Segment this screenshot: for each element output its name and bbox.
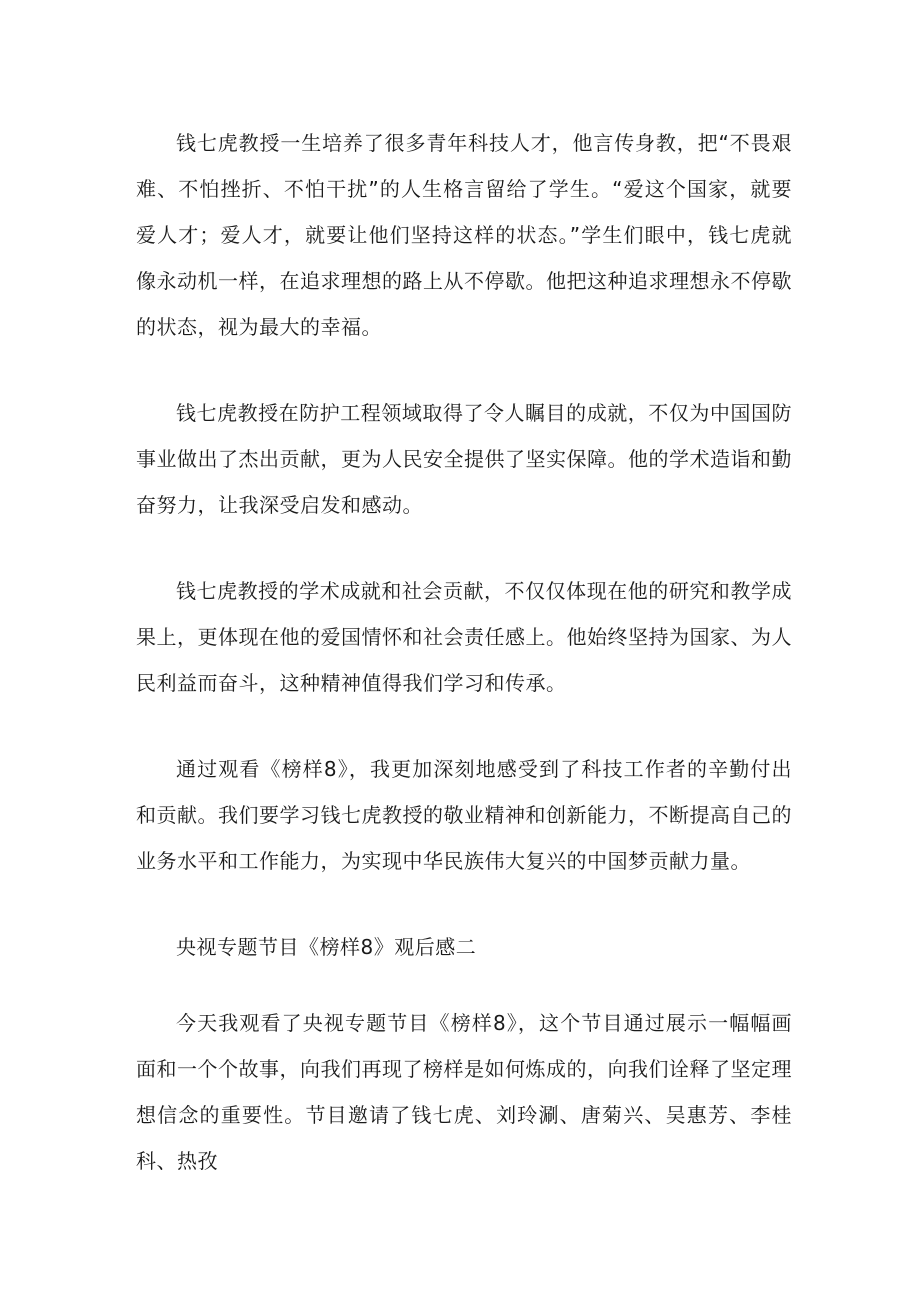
section-heading: 央视专题节目《榜样8》观后感二 xyxy=(176,935,477,959)
paragraph-3: 钱七虎教授的学术成就和社会贡献，不仅仅体现在他的研究和教学成果上，更体现在他的爱国情怀和社会责任感上。他始终坚持为国家、为人民利益而奋斗，这种精神值得我们学习和传承。 xyxy=(136,579,792,695)
document-body xyxy=(136,120,792,1184)
paragraph-2: 钱七虎教授在防护工程领域取得了令人瞩目的成就，不仅为中国国防事业做出了杰出贡献，更为人民安全提供了坚实保障。他的学术造诣和勤奋努力，让我深受启发和感动。 xyxy=(136,401,792,517)
paragraph-4: 通过观看《榜样8》，我更加深刻地感受到了科技工作者的辛勤付出和贡献。我们要学习钱七虎教授的敬业精神和创新能力，不断提高自己的业务水平和工作能力，为实现中华民族伟大复兴的中国梦贡献力量。 xyxy=(136,757,792,873)
paragraph-5: 今天我观看了央视专题节目《榜样8》，这个节目通过展示一幅幅画面和一个个故事，向我们再现了榜样是如何炼成的，向我们诠释了坚定理想信念的重要性。节目邀请了钱七虎、刘玲涮、唐菊兴、吴惠芳、李桂科、热孜 xyxy=(136,1011,792,1173)
paragraph-1: 钱七虎教授一生培养了很多青年科技人才，他言传身教，把“不畏艰难、不怕挫折、不怕干扰”的人生格言留给了学生。“爱这个国家，就要爱人才；爱人才，就要让他们坚持这样的状态。”学生们眼中，钱七虎就像永动机一样，在追求理想的路上从不停歇。他把这种追求理想永不停歇的状态，视为最大的幸福。 xyxy=(136,131,792,339)
